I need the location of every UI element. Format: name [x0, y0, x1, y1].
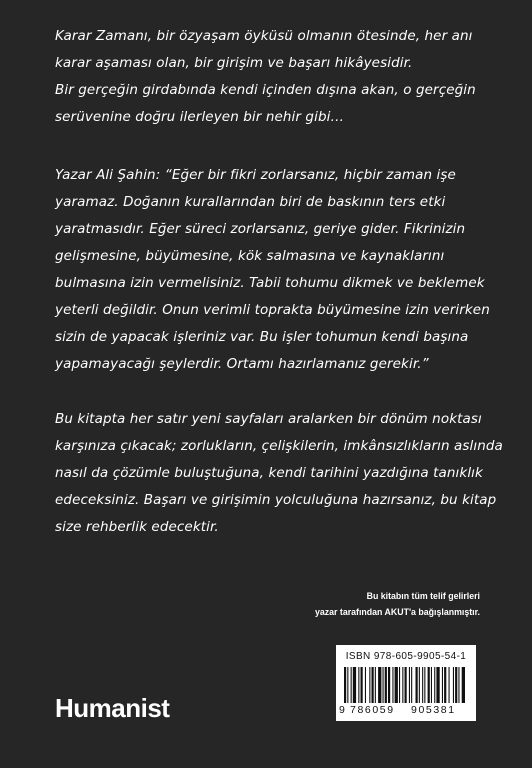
barcode-bar	[444, 667, 446, 703]
barcode-bar	[392, 667, 393, 703]
barcode-bar	[351, 667, 352, 703]
text-line: yaramaz. Doğanın kurallarından biri de baskının ters etki	[55, 194, 446, 210]
barcode-bar	[395, 667, 398, 703]
barcode-digits-right: 905381	[411, 704, 456, 716]
royalty-dedication-note	[315, 588, 480, 620]
text-line: yeterli değildir. Onun verimli toprakta büyümesine izin verirken	[55, 302, 490, 318]
text-line: edeceksiniz. Başarı ve girişimin yolculuğuna hazırsanız, bu kitap	[55, 492, 497, 508]
barcode-bar	[434, 667, 435, 703]
barcode-bars	[342, 667, 470, 707]
text-line: karşınıza çıkacak; zorlukların, çelişkilerin, imkânsızlıkların aslında	[55, 438, 503, 454]
text-line: nasıl da çözümle buluştuğuna, kendi tarihini yazdığına tanıklık	[55, 465, 483, 481]
barcode-bar	[453, 667, 454, 703]
barcode-bar	[385, 667, 387, 703]
author-quote-paragraph	[55, 162, 495, 378]
barcode-bar	[344, 667, 346, 703]
barcode-bar	[361, 667, 363, 703]
text-line: Bu kitapta her satır yeni sayfaları aralarken bir dönüm noktası	[55, 411, 482, 427]
text-line: serüvenine doğru ilerleyen bir nehir gibi…	[55, 109, 345, 125]
barcode-digit-first: 9	[339, 704, 345, 716]
barcode-bar	[449, 667, 450, 703]
blurb-paragraph-1	[55, 23, 495, 131]
barcode-bar	[353, 667, 356, 703]
barcode-bar	[383, 667, 384, 703]
barcode-bar	[462, 667, 465, 703]
text-line: gelişmesine, büyümesine, kök salmasına ve kaynaklarını	[55, 248, 445, 264]
barcode-bar	[378, 667, 381, 703]
isbn-label: ISBN 978-605-9905-54-1	[345, 651, 467, 662]
publisher-logo: Humanist	[55, 693, 170, 723]
blurb-paragraph-3	[55, 406, 503, 541]
barcode-bar	[428, 667, 430, 703]
barcode-bar	[409, 667, 410, 703]
barcode-bar	[424, 667, 425, 703]
barcode-bar	[431, 667, 432, 703]
barcode-bar	[347, 667, 348, 703]
barcode-bar	[455, 667, 457, 703]
barcode-bar	[388, 667, 390, 703]
text-line: yapamayacağı şeylerdir. Ortamı hazırlamanız gerekir.”	[55, 356, 429, 372]
barcode-bar	[365, 667, 366, 703]
barcode-bar	[375, 667, 376, 703]
barcode-bar	[411, 667, 412, 703]
barcode-bar	[422, 667, 423, 703]
barcode-bar	[416, 667, 418, 703]
isbn-barcode	[336, 645, 476, 721]
text-line: Karar Zamanı, bir özyaşam öyküsü olmanın ötesinde, her anı	[55, 28, 473, 44]
barcode-bar	[399, 667, 400, 703]
text-line: Yazar Ali Şahin: “Eğer bir fikri zorlarsanız, hiçbir zaman işe	[55, 167, 456, 183]
barcode-bar	[369, 667, 370, 703]
barcode-bar	[405, 667, 407, 703]
dedication-line-2: yazar tarafından AKUT'a bağışlanmıştır.	[314, 607, 480, 617]
barcode-digits-left: 786059	[350, 704, 395, 716]
barcode-bar	[458, 667, 459, 703]
text-line: size rehberlik edecektir.	[55, 519, 219, 535]
barcode-bar	[402, 667, 403, 703]
dedication-line-1: Bu kitabın tüm telif gelirleri	[366, 591, 480, 601]
text-line: karar aşaması olan, bir girişim ve başarı hikâyesidir.	[55, 55, 413, 71]
barcode-bar	[372, 667, 374, 703]
text-line: sizin de yapacak işleriniz var. Bu işler tohumun kendi başına	[55, 329, 469, 345]
barcode-bar	[436, 667, 439, 703]
text-line: bulmasına izin vermelisiniz. Tabii tohumu dikmek ve beklemek	[55, 275, 485, 291]
barcode-bar	[419, 667, 420, 703]
text-line: yaratmasıdır. Eğer süreci zorlarsanız, geriye gider. Fikrinizin	[55, 221, 466, 237]
text-line: Bir gerçeğin girdabında kendi içinden dışına akan, o gerçeğin	[55, 82, 476, 98]
barcode-bar	[358, 667, 359, 703]
barcode-bar	[442, 667, 443, 703]
